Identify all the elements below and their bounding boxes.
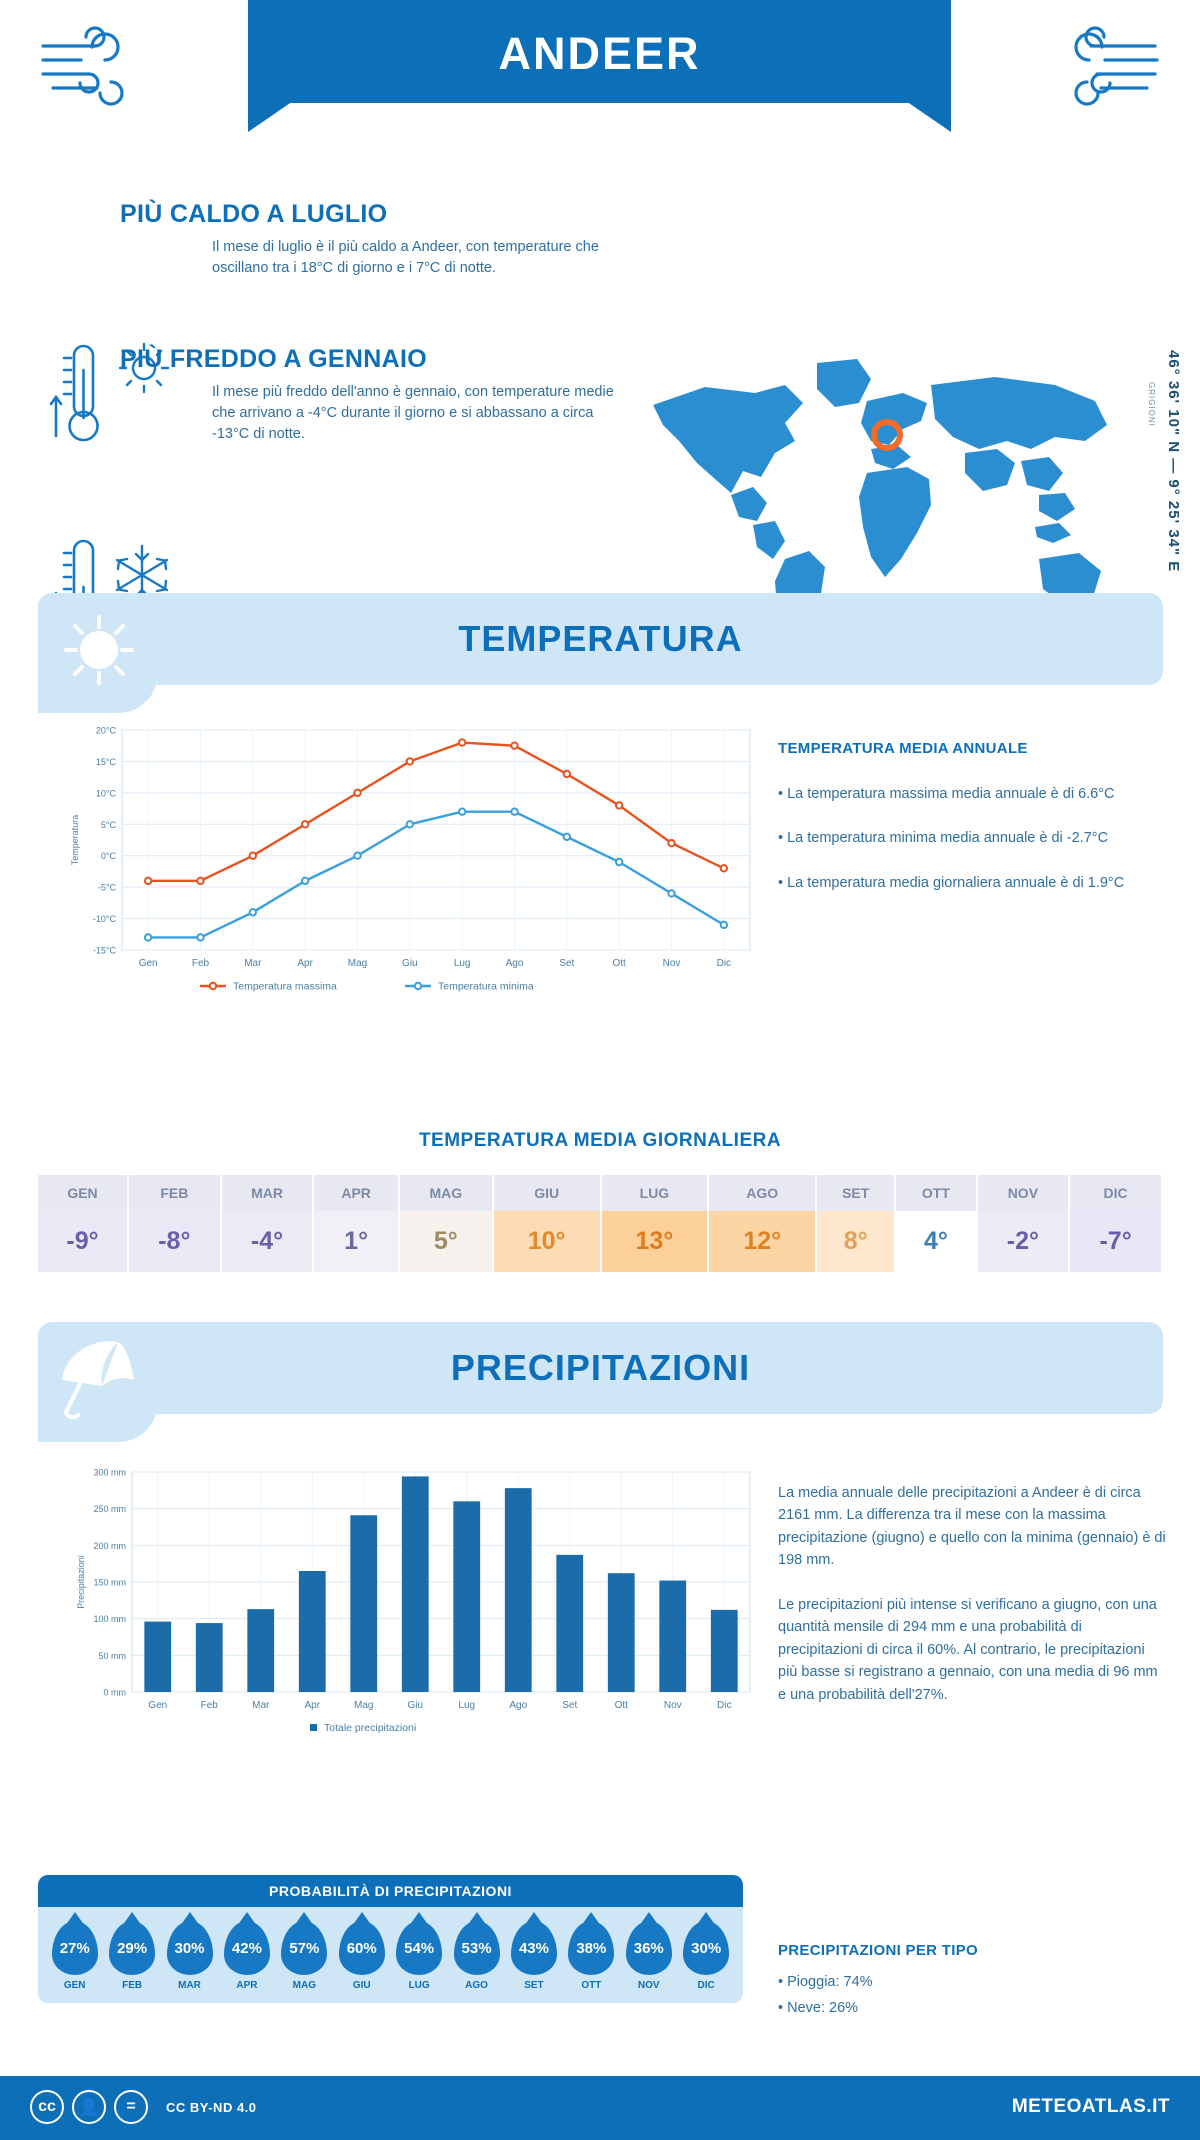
daily-temp-value: 10° [493,1211,601,1272]
coordinates: 46° 36' 10" N — 9° 25' 34" E [1165,350,1182,573]
daily-temp-month-header: FEB [128,1175,221,1211]
precipitation-summary [778,1482,1168,1706]
svg-text:50 mm: 50 mm [98,1650,126,1661]
daily-temp-value: 4° [895,1211,976,1272]
daily-temp-month-header: OTT [895,1175,976,1211]
thermometer-hot-icon [48,340,108,450]
highlight-hot-text: Il mese di luglio è il più caldo a Andeer, con temperature che oscillano tra i 18°C di giorno e i 7°C di notte. [212,239,599,277]
highlight-cold-title: PIÙ FREDDO A GENNAIO [120,345,427,373]
svg-text:5°C: 5°C [100,819,116,830]
svg-text:Feb: Feb [191,958,210,969]
temperature-summary [778,740,1168,894]
water-drop-icon [167,1921,213,1975]
water-drop-icon [339,1921,385,1975]
daily-temp-value: -9° [38,1211,128,1272]
probability-value: 38% [576,1939,607,1957]
probability-month: SET [524,1980,544,1991]
daily-temp-month-header: AGO [708,1175,816,1211]
precipitation-paragraph-1: Le precipitazioni più intense si verificano a giugno, con una quantità mensile di 294 mm e una probabilità di precipitazioni di circa il 60%. Al contrario, le precipitazioni più basse si registrano a gennaio, con una media di 96 mm e una probabilità dell'27%. [778,1596,1158,1703]
probability-value: 30% [691,1939,722,1957]
probability-drop [220,1921,274,1991]
precipitation-probability-box [38,1875,743,2003]
daily-temp-month-header: GIU [493,1175,601,1211]
page-title: ANDEER [498,28,701,79]
probability-value: 60% [346,1939,377,1957]
temperature-bullet-1: • La temperatura minima media annuale è di -2.7°C [778,830,1109,847]
probability-drops [38,1907,743,2003]
svg-text:0°C: 0°C [100,851,116,862]
daily-temp-value: -2° [977,1211,1070,1272]
probability-month: AGO [465,1980,488,1991]
svg-text:Precipitazioni: Precipitazioni [76,1555,86,1609]
svg-text:Giu: Giu [407,1700,424,1711]
water-drop-icon [109,1921,155,1975]
precipitation-type [778,1942,1168,2020]
water-drop-icon [683,1921,729,1975]
water-drop-icon [454,1921,500,1975]
probability-drop [105,1921,159,1991]
license-label: CC BY-ND 4.0 [166,2099,257,2115]
cc-icon: cc [30,2090,64,2124]
svg-text:Mar: Mar [244,958,262,969]
probability-month: MAG [292,1980,316,1991]
probability-drop [163,1921,217,1991]
water-drop-icon [396,1921,442,1975]
by-icon: 👤 [72,2090,106,2124]
probability-month: LUG [408,1980,430,1991]
temperature-bullet-2: • La temperatura media giornaliera annuale è di 1.9°C [778,874,1125,891]
daily-temp-value: 1° [313,1211,398,1272]
svg-text:Set: Set [559,958,575,969]
temperature-chart [60,718,760,1018]
temperature-summary-title: TEMPERATURA MEDIA ANNUALE [778,740,1028,757]
daily-temp-value: 13° [601,1211,709,1272]
precipitation-probability-title: PROBABILITÀ DI PRECIPITAZIONI [38,1875,743,1907]
svg-text:Gen: Gen [138,958,158,969]
svg-text:Mag: Mag [354,1700,374,1711]
precipitation-banner [38,1322,1163,1414]
svg-text:10°C: 10°C [95,788,116,799]
nd-icon: = [114,2090,148,2124]
probability-value: 27% [59,1939,90,1957]
probability-month: DIC [697,1980,715,1991]
page-subtitle: SVIZZERA [555,110,644,125]
svg-text:Mag: Mag [347,958,368,969]
water-drop-icon [52,1921,98,1975]
svg-text:-15°C: -15°C [92,945,116,956]
probability-drop [335,1921,389,1991]
svg-text:300 mm: 300 mm [93,1467,126,1478]
precipitation-type-rain: • Pioggia: 74% [778,1974,873,1990]
probability-drop [48,1921,102,1991]
page-header [0,0,1200,150]
svg-text:Totale precipitazioni: Totale precipitazioni [324,1722,417,1734]
water-drop-icon [626,1921,672,1975]
probability-value: 36% [633,1939,664,1957]
brand-label: METEOATLAS.IT [1011,2096,1170,2117]
probability-drop [564,1921,618,1991]
svg-text:Feb: Feb [200,1700,218,1711]
highlight-hot [120,200,640,279]
svg-text:Ago: Ago [505,958,524,969]
wind-icon [25,20,145,110]
probability-drop [277,1921,331,1991]
region-label: GRIGIONI [1147,382,1156,427]
probability-month: GEN [63,1980,86,1991]
svg-text:Temperatura minima: Temperatura minima [438,980,534,993]
probability-value: 29% [117,1939,148,1957]
svg-text:Set: Set [562,1700,578,1711]
daily-temp-month-header: LUG [601,1175,709,1211]
probability-month: FEB [122,1980,143,1991]
daily-temp-month-header: SET [816,1175,895,1211]
svg-text:Nov: Nov [662,958,681,969]
precipitation-type-title: PRECIPITAZIONI PER TIPO [778,1942,978,1959]
probability-value: 42% [231,1939,262,1957]
probability-value: 57% [289,1939,320,1957]
svg-text:Ott: Ott [612,958,626,969]
svg-text:100 mm: 100 mm [93,1614,126,1625]
probability-value: 43% [518,1939,549,1957]
svg-text:Lug: Lug [453,958,471,969]
probability-drop [679,1921,733,1991]
daily-temp-value: -4° [221,1211,314,1272]
probability-drop [507,1921,561,1991]
probability-drop [392,1921,446,1991]
temperature-banner [38,593,1163,685]
svg-text:Giu: Giu [402,958,418,969]
probability-drop [622,1921,676,1991]
daily-temp-value: 12° [708,1211,816,1272]
svg-text:0 mm: 0 mm [103,1687,126,1698]
precipitation-type-snow: • Neve: 26% [778,2000,859,2017]
water-drop-icon [281,1921,327,1975]
probability-month: MAR [178,1980,201,1991]
precipitation-paragraph-0: La media annuale delle precipitazioni a Andeer è di circa 2161 mm. La differenza tra il mese con la massima precipitazione (giugno) e quello con la minima (gennaio) è di 198 mm. [778,1485,1166,1569]
precipitation-chart [60,1460,760,1760]
daily-temp-title: TEMPERATURA MEDIA GIORNALIERA [418,1130,782,1151]
svg-text:Apr: Apr [297,958,313,969]
daily-temp-month-header: APR [313,1175,398,1211]
daily-temp-value: -7° [1069,1211,1162,1272]
highlight-cold-text: Il mese più freddo dell'anno è gennaio, con temperature medie che arrivano a -4°C durante il giorno e si abbassano a circa -13°C di notte. [212,384,614,443]
highlight-hot-title: PIÙ CALDO A LUGLIO [120,200,388,228]
license-block [30,2090,257,2124]
water-drop-icon [511,1921,557,1975]
svg-text:200 mm: 200 mm [93,1540,126,1551]
svg-text:150 mm: 150 mm [93,1577,126,1588]
svg-text:Temperatura massima: Temperatura massima [233,980,337,993]
water-drop-icon [568,1921,614,1975]
precipitation-banner-title: PRECIPITAZIONI [450,1347,751,1388]
svg-text:Ott: Ott [614,1700,628,1711]
svg-text:Lug: Lug [458,1700,476,1711]
wind-icon [1055,20,1175,110]
svg-text:-10°C: -10°C [92,914,116,925]
probability-drop [450,1921,504,1991]
svg-text:Gen: Gen [148,1700,168,1711]
probability-month: APR [236,1980,258,1991]
svg-text:Temperatura: Temperatura [70,814,80,866]
probability-month: NOV [637,1980,660,1991]
daily-temp-value: 8° [816,1211,895,1272]
daily-temp-month-header: MAG [399,1175,493,1211]
probability-month: GIU [352,1980,371,1991]
svg-text:Nov: Nov [663,1700,682,1711]
daily-temp-table [38,1175,1163,1272]
daily-temp-month-header: NOV [977,1175,1070,1211]
svg-text:15°C: 15°C [95,756,116,767]
page-footer [0,2076,1200,2140]
svg-text:250 mm: 250 mm [93,1504,126,1515]
svg-text:Dic: Dic [717,1700,732,1711]
probability-value: 53% [461,1939,492,1957]
svg-text:-5°C: -5°C [97,882,116,893]
highlights-section [0,150,1200,590]
probability-value: 54% [404,1939,435,1957]
temperature-bullet-0: • La temperatura massima media annuale è di 6.6°C [778,786,1115,802]
daily-temp-month-header: GEN [38,1175,128,1211]
water-drop-icon [224,1921,270,1975]
temperature-banner-title: TEMPERATURA [458,618,743,659]
svg-text:20°C: 20°C [95,725,116,736]
probability-month: OTT [581,1980,602,1991]
probability-value: 30% [174,1939,205,1957]
daily-temp-month-header: DIC [1069,1175,1162,1211]
svg-text:Mar: Mar [252,1700,270,1711]
daily-temp-month-header: MAR [221,1175,314,1211]
daily-temp-value: -8° [128,1211,221,1272]
highlight-cold [120,345,640,445]
svg-text:Dic: Dic [716,958,732,969]
svg-text:Ago: Ago [509,1700,528,1711]
svg-text:Apr: Apr [304,1700,321,1711]
daily-temp-value: 5° [399,1211,493,1272]
